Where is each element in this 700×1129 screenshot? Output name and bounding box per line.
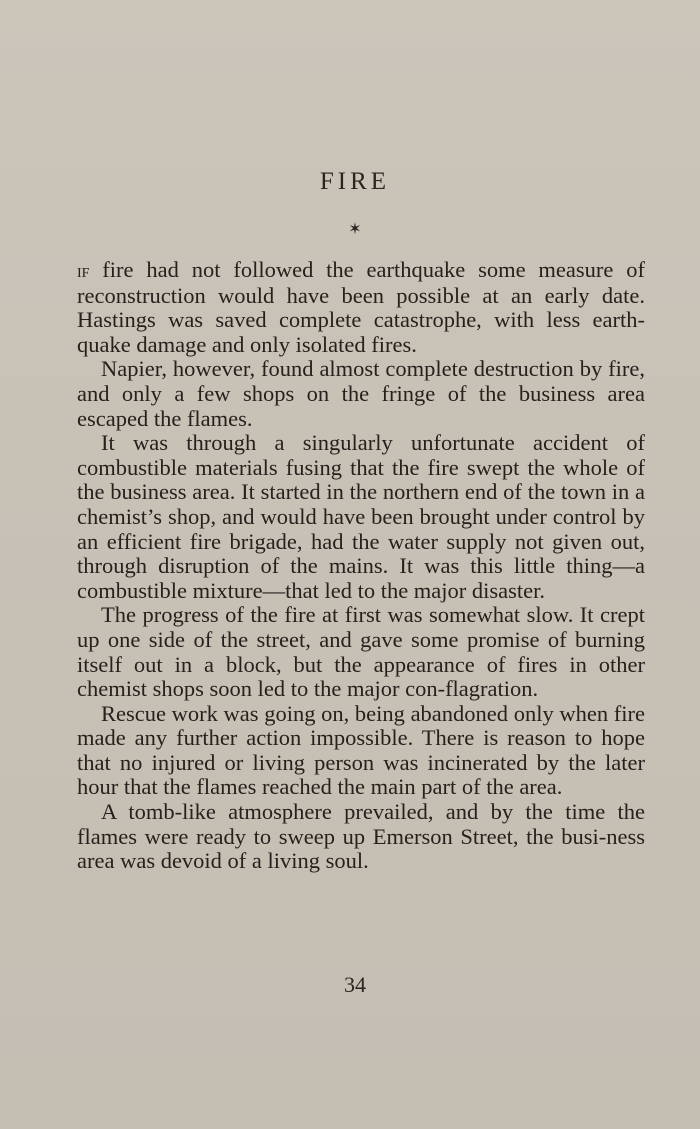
paragraph-1-text: fire had not followed the earthquake some measure of reconstruction would have been possible at an early date. Hastings was saved complete catastrophe, with less earth-quake damage and only isolated fires. <box>77 257 645 357</box>
paragraph-6: A tomb-like atmosphere prevailed, and by the time the flames were ready to sweep up Emerson Street, the busi-ness area was devoid of a living soul. <box>77 799 645 874</box>
chapter-body <box>77 258 645 874</box>
asterisk-star-icon: ✶ <box>348 219 362 238</box>
paragraph-5: Rescue work was going on, being abandoned only when fire made any further action impossible. There is reason to hope that no injured or living person was incinerated by the later hour that the flames reached the main part of the area. <box>77 700 645 800</box>
paragraph-1 <box>77 258 645 357</box>
chapter-title: FIRE <box>319 168 391 195</box>
page-number: 34 <box>344 972 366 997</box>
paragraph-4: The progress of the fire at first was somewhat slow. It crept up one side of the street, and gave some promise of burning itself out in a block, but the appearance of fires in other chemist shops soon led to the major con-flagration. <box>77 602 645 702</box>
opening-word: if <box>77 260 90 282</box>
paragraph-2: Napier, however, found almost complete destruction by fire, and only a few shops on the fringe of the business area escaped the flames. <box>77 356 645 431</box>
paragraph-3: It was through a singularly unfortunate accident of combustible materials fusing that the fire swept the whole of the business area. It started in the northern end of the town in a chemist’s shop, and would have been brought under control by an efficient fire brigade, had the water supply not given out, through disruption of the mains. It was this little thing—a combustible mixture—that led to the major disaster. <box>77 430 645 603</box>
